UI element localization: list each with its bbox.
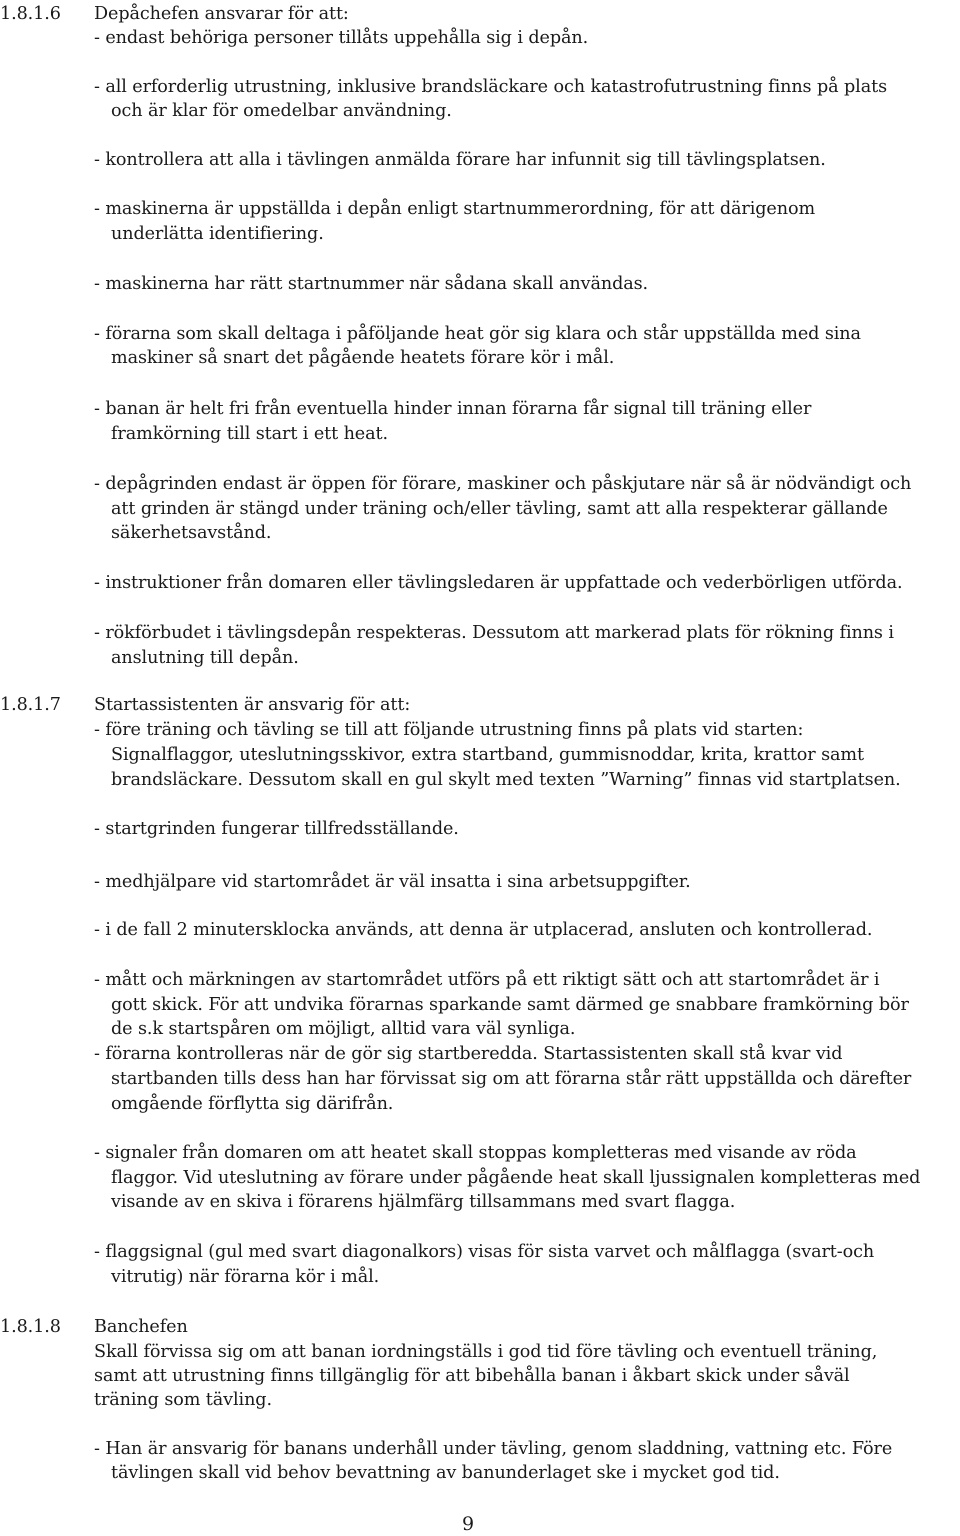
list-item-continuation: flaggor. Vid uteslutning av förare under pågående heat skall ljussignalen kompletteras med bbox=[111, 1168, 921, 1188]
list-item: - i de fall 2 minutersklocka används, att denna är utplacerad, ansluten och kontrollerad. bbox=[94, 920, 873, 940]
list-item: - rökförbudet i tävlingsdepån respekteras. Dessutom att markerad plats för rökning finns i bbox=[94, 623, 894, 643]
list-item-continuation: att grinden är stängd under träning och/eller tävling, samt att alla respekterar gällande bbox=[111, 499, 888, 519]
list-item-continuation: tävlingen skall vid behov bevattning av banunderlaget ske i mycket god tid. bbox=[111, 1463, 780, 1483]
list-item-continuation: säkerhetsavstånd. bbox=[111, 523, 272, 543]
list-item: - instruktioner från domaren eller tävlingsledaren är uppfattade och vederbörligen utförda. bbox=[94, 573, 903, 593]
list-item-continuation: visande av en skiva i förarens hjälmfärg tillsammans med svart flagga. bbox=[111, 1192, 736, 1212]
list-item: - all erforderlig utrustning, inklusive brandsläckare och katastrofutrustning finns på plats bbox=[94, 77, 888, 97]
list-item: - mått och märkningen av startområdet utförs på ett riktigt sätt och att startområdet är i bbox=[94, 970, 880, 990]
list-item-continuation: anslutning till depån. bbox=[111, 648, 299, 668]
list-item: - Han är ansvarig för banans underhåll under tävling, genom sladdning, vattning etc. Före bbox=[94, 1439, 893, 1459]
list-item-continuation: träning som tävling. bbox=[94, 1390, 272, 1410]
list-item-continuation: omgående förflytta sig därifrån. bbox=[111, 1094, 394, 1114]
list-item-continuation: underlätta identifiering. bbox=[111, 224, 324, 244]
list-item: - maskinerna har rätt startnummer när sådana skall användas. bbox=[94, 274, 649, 294]
list-item-continuation: Signalflaggor, uteslutningsskivor, extra startband, gummisnoddar, krita, krattor samt bbox=[111, 745, 864, 765]
list-item-continuation: brandsläckare. Dessutom skall en gul skylt med texten ”Warning” finnas vid startplatsen. bbox=[111, 770, 901, 790]
section-number: 1.8.1.8 bbox=[0, 1317, 61, 1337]
list-item-continuation: samt att utrustning finns tillgänglig för att bibehålla banan i åkbart skick under såväl bbox=[94, 1366, 850, 1386]
list-item: - före träning och tävling se till att följande utrustning finns på plats vid starten: bbox=[94, 720, 804, 740]
list-item-continuation: och är klar för omedelbar användning. bbox=[111, 101, 452, 121]
list-item: - maskinerna är uppställda i depån enligt startnummerordning, för att därigenom bbox=[94, 199, 816, 219]
list-item: - flaggsignal (gul med svart diagonalkors) visas för sista varvet och målflagga (svart-och bbox=[94, 1242, 875, 1262]
list-item: - förarna som skall deltaga i påföljande heat gör sig klara och står uppställda med sina bbox=[94, 324, 861, 344]
list-item: - banan är helt fri från eventuella hinder innan förarna får signal till träning eller bbox=[94, 399, 812, 419]
list-item: - medhjälpare vid startområdet är väl insatta i sina arbetsuppgifter. bbox=[94, 872, 691, 892]
section-heading: Banchefen bbox=[94, 1317, 188, 1337]
list-item-continuation: maskiner så snart det pågående heatets förare kör i mål. bbox=[111, 348, 615, 368]
section-number: 1.8.1.7 bbox=[0, 695, 61, 715]
list-item-continuation: vitrutig) när förarna kör i mål. bbox=[111, 1267, 380, 1287]
list-item: - endast behöriga personer tillåts uppehålla sig i depån. bbox=[94, 28, 589, 48]
page-number: 9 bbox=[462, 1513, 475, 1535]
list-item-continuation: startbanden tills dess han har förvissat sig om att förarna står rätt uppställda och därefter bbox=[111, 1069, 912, 1089]
list-item-continuation: de s.k startspåren om möjligt, alltid vara väl synliga. bbox=[111, 1019, 576, 1039]
list-item: - startgrinden fungerar tillfredsställande. bbox=[94, 819, 459, 839]
section-heading: Depåchefen ansvarar för att: bbox=[94, 4, 349, 24]
list-item: - depågrinden endast är öppen för förare, maskiner och påskjutare när så är nödvändigt och bbox=[94, 474, 912, 494]
list-item-continuation: framkörning till start i ett heat. bbox=[111, 424, 388, 444]
list-item: - förarna kontrolleras när de gör sig startberedda. Startassistenten skall stå kvar vid bbox=[94, 1044, 843, 1064]
list-item: Skall förvissa sig om att banan iordningställs i god tid före tävling och eventuell träning, bbox=[94, 1342, 878, 1362]
list-item-continuation: gott skick. För att undvika förarnas sparkande samt därmed ge snabbare framkörning bör bbox=[111, 995, 909, 1015]
list-item: - kontrollera att alla i tävlingen anmälda förare har infunnit sig till tävlingsplatsen. bbox=[94, 150, 826, 170]
section-heading: Startassistenten är ansvarig för att: bbox=[94, 695, 411, 715]
list-item: - signaler från domaren om att heatet skall stoppas kompletteras med visande av röda bbox=[94, 1143, 857, 1163]
section-number: 1.8.1.6 bbox=[0, 4, 61, 24]
